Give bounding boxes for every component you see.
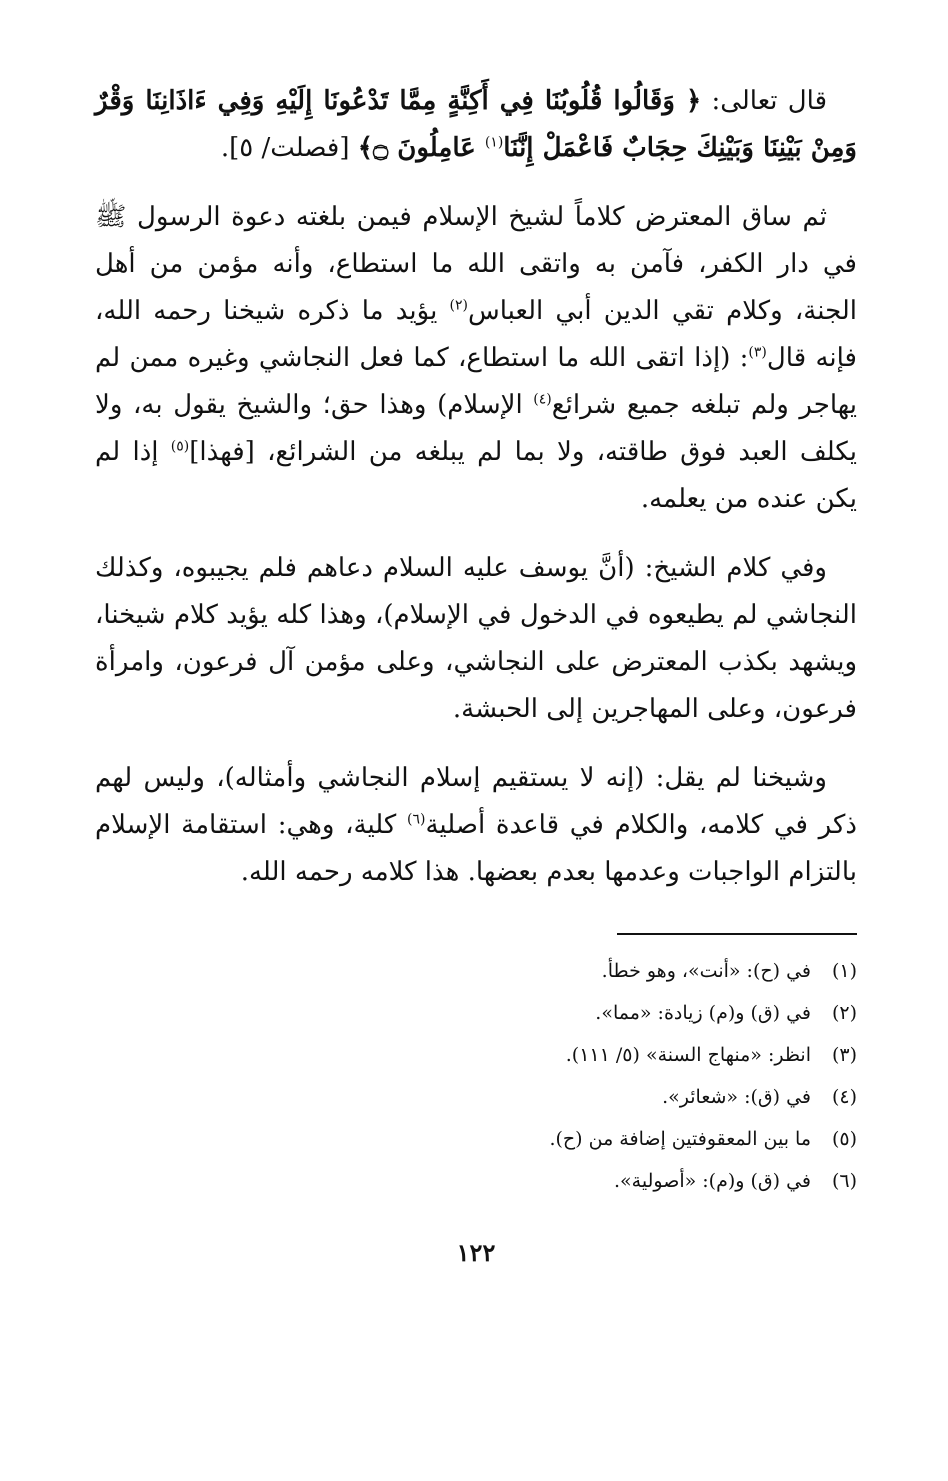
footnote-separator-line bbox=[617, 933, 857, 935]
footnote-text: في (ق) و(م): «أصولية». bbox=[614, 1170, 811, 1192]
footnotes bbox=[95, 950, 857, 1202]
paragraph-4-text-1: وشيخنا لم يقل: (إنه لا يستقيم إسلام النجاشي وأمثاله)، وليس لهم ذكر في كلامه، والكلام في قاعدة أصلية bbox=[95, 763, 857, 840]
paragraph-2-text-3: : (إذا اتقى الله ما استطاع، كما فعل النجاشي وغيره ممن لم يهاجر ولم تبلغه جميع شرائع bbox=[95, 343, 857, 420]
footnote-item bbox=[95, 950, 857, 992]
quran-verse: ﴿ وَقَالُوا قُلُوبُنَا فِي أَكِنَّةٍ مِمَّا تَدْعُونَا إِلَيْهِ وَفِي ءَاذَانِنَا وَقْرٌ وَمِنْ بَيْنِنَا وَبَيْنِكَ حِجَابٌ فَاعْمَلْ إِنَّنَا bbox=[95, 86, 857, 163]
footnote-item bbox=[95, 992, 857, 1034]
footnote-number: (٤) bbox=[831, 1086, 857, 1108]
page-number: ١٢٢ bbox=[456, 1238, 496, 1267]
footnote-ref-2[interactable]: (٢) bbox=[449, 297, 469, 314]
footnote-separator bbox=[95, 933, 857, 937]
paragraph-2 bbox=[95, 194, 857, 523]
footnote-ref-4[interactable]: (٤) bbox=[533, 391, 552, 408]
quran-verse-end: عَامِلُونَ ۝﴾ bbox=[357, 133, 485, 163]
footnote-text: انظر: «منهاج السنة» (٥/ ١١١). bbox=[565, 1044, 811, 1066]
footnote-text: في (ق): «شعائر». bbox=[662, 1086, 811, 1108]
paragraph-quran-quote bbox=[95, 78, 857, 172]
footnote-ref-3[interactable]: (٣) bbox=[748, 344, 767, 361]
paragraph-4-text-2: كلية، وهي: استقامة الإسلام بالتزام الواجبات وعدمها بعدم بعضها. هذا كلامه رحمه الله. bbox=[95, 810, 857, 887]
footnote-ref-5[interactable]: (٥) bbox=[170, 438, 190, 455]
surah-reference: [فصلت/ ٥]. bbox=[220, 133, 358, 163]
footnote-number: (٢) bbox=[831, 1002, 857, 1024]
paragraph-2-text-4: الإسلام) وهذا حق؛ والشيخ يقول به، ولا يكلف العبد فوق طاقته، ولا بما لم يبلغه من الشرائع، [فهذا] bbox=[95, 390, 857, 467]
footnote-item bbox=[95, 1076, 857, 1118]
footnote-item bbox=[95, 1160, 857, 1202]
footnote-text: في (ح): «أنت»، وهو خطأ. bbox=[601, 960, 811, 982]
footnote-number: (٥) bbox=[831, 1128, 857, 1150]
paragraph-2-text-2: يؤيد ما ذكره شيخنا رحمه الله، فإنه قال bbox=[95, 296, 857, 373]
footnote-number: (١) bbox=[831, 960, 857, 982]
paragraph-4 bbox=[95, 755, 857, 896]
footnote-text: في (ق) و(م) زيادة: «مما». bbox=[595, 1002, 811, 1024]
footnote-ref-1[interactable]: (١) bbox=[484, 134, 504, 151]
quote-intro: قال تعالى: bbox=[701, 86, 828, 116]
footnote-number: (٦) bbox=[831, 1170, 857, 1192]
paragraph-2-text-5: إذا لم يكن عنده من يعلمه. bbox=[95, 437, 857, 514]
footnote-ref-6[interactable]: (٦) bbox=[407, 811, 426, 828]
footnote-item bbox=[95, 1034, 857, 1076]
paragraph-2-text-1: ثم ساق المعترض كلاماً لشيخ الإسلام فيمن بلغته دعوة الرسول ﷺ في دار الكفر، فآمن به واتقى الله ما استطاع، وأنه مؤمن من أهل الجنة، وكلام تقي الدين أبي العباس bbox=[95, 202, 857, 326]
footnote-item bbox=[95, 1118, 857, 1160]
footnote-number: (٣) bbox=[831, 1044, 857, 1066]
page-content bbox=[95, 78, 857, 1267]
paragraph-3: وفي كلام الشيخ: (أنَّ يوسف عليه السلام دعاهم فلم يجيبوه، وكذلك النجاشي لم يطيعوه في الدخول في الإسلام)، وهذا كله يؤيد كلام شيخنا، ويشهد بكذب المعترض على النجاشي، وعلى مؤمن آل فرعون، وامرأة فرعون، وعلى المهاجرين إلى الحبشة. bbox=[95, 553, 857, 724]
footnote-text: ما بين المعقوفتين إضافة من (ح). bbox=[549, 1128, 811, 1150]
